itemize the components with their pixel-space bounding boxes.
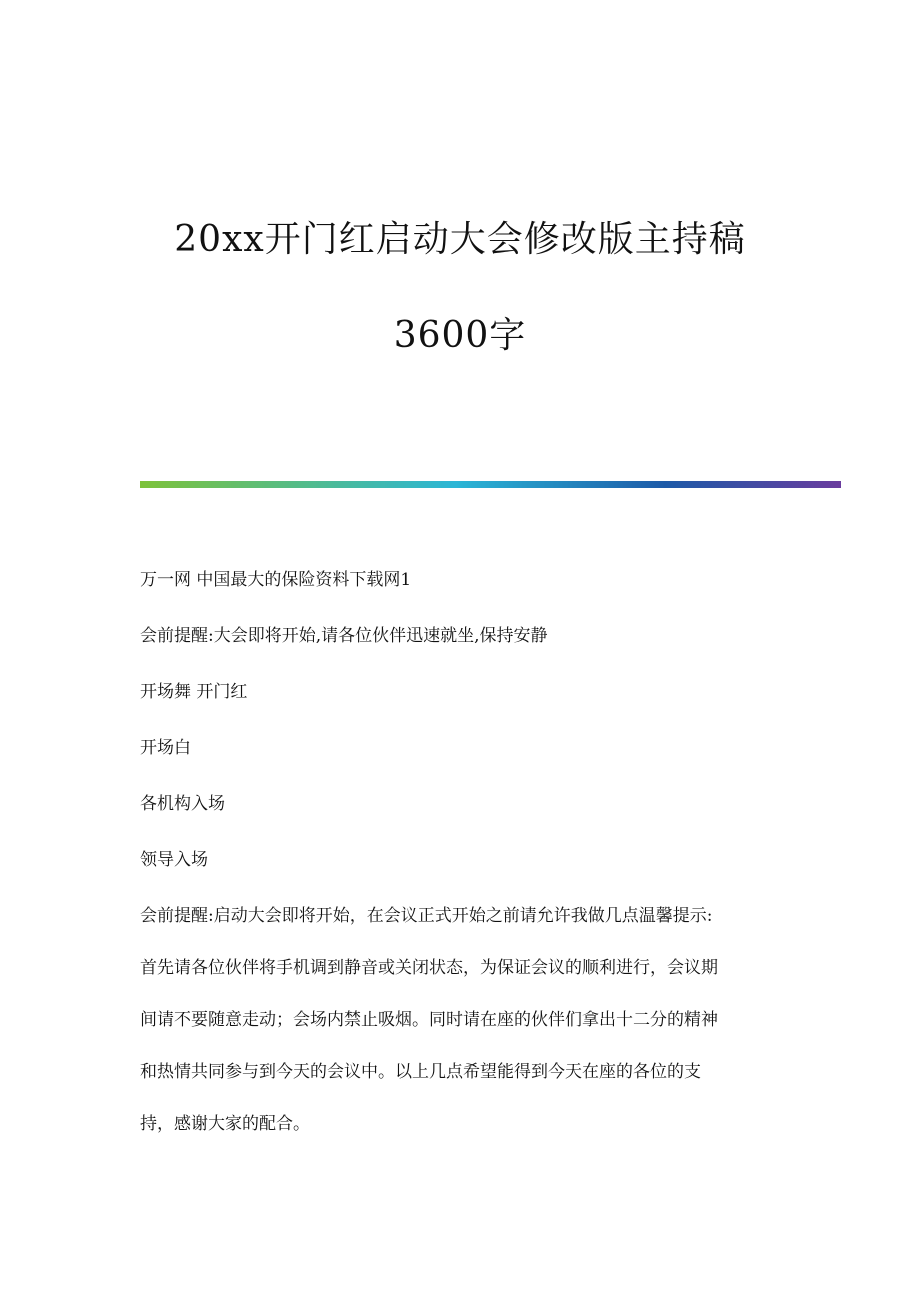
- notice-paragraph: [140, 902, 780, 1162]
- notice-line: 和热情共同参与到今天的会议中。以上几点希望能得到今天在座的各位的支: [140, 1062, 701, 1082]
- paragraph-leaders-entrance: 领导入场: [140, 850, 208, 870]
- gradient-divider: [140, 481, 841, 488]
- paragraph-opening-remarks: 开场白: [140, 738, 191, 758]
- paragraph-pre-meeting-reminder: 会前提醒:大会即将开始,请各位伙伴迅速就坐,保持安静: [140, 626, 548, 646]
- document-title-line-1: 20xx开门红启动大会修改版主持稿: [174, 219, 746, 260]
- paragraph-site-name: 万一网 中国最大的保险资料下载网1: [140, 570, 412, 590]
- document-title-line-2: 3600字: [393, 315, 527, 356]
- notice-line: 持，感谢大家的配合。: [140, 1114, 310, 1134]
- notice-line: 首先请各位伙伴将手机调到静音或关闭状态，为保证会议的顺利进行，会议期: [140, 958, 718, 978]
- paragraph-institutions-entrance: 各机构入场: [140, 794, 225, 814]
- notice-line: 会前提醒:启动大会即将开始，在会议正式开始之前请允许我做几点温馨提示:: [140, 906, 713, 926]
- notice-line: 间请不要随意走动；会场内禁止吸烟。同时请在座的伙伴们拿出十二分的精神: [140, 1010, 718, 1030]
- paragraph-opening-dance: 开场舞 开门红: [140, 682, 248, 702]
